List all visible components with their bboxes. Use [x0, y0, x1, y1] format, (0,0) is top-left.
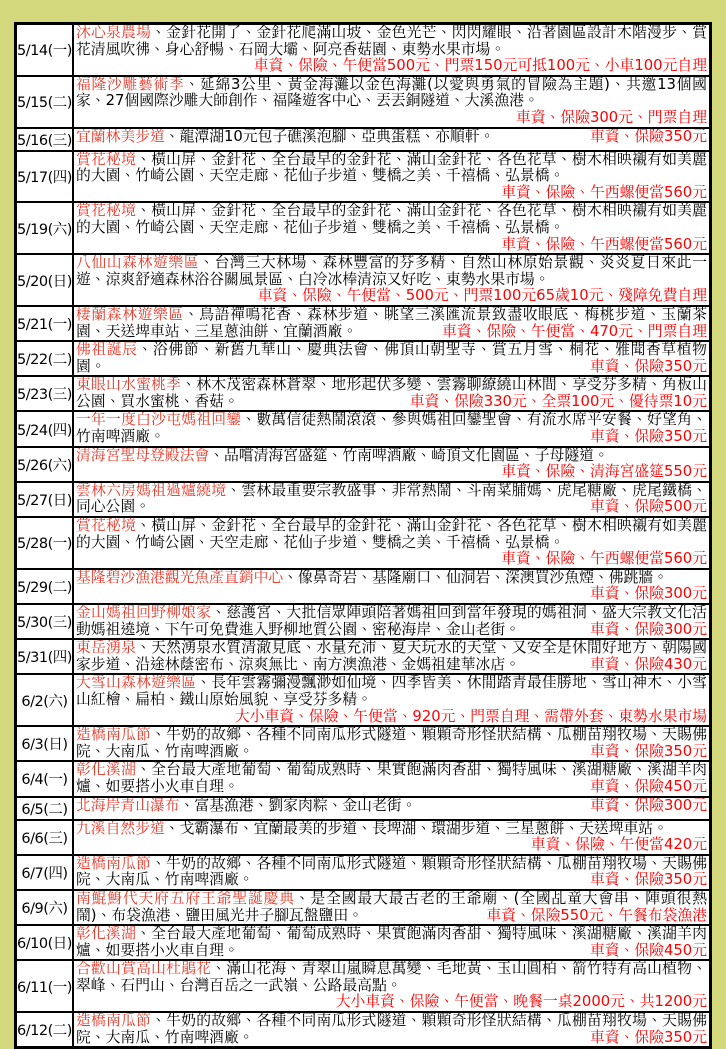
- date-cell: 5/31(四): [17, 640, 74, 673]
- date-cell: 6/9(六): [17, 891, 74, 924]
- content-cell: [74, 377, 709, 410]
- schedule-row: [17, 25, 709, 77]
- schedule-row: [17, 798, 709, 821]
- tour-description: 、是全國最大最古老的王爺廟、(全國乩童大會串、陣頭很熱鬧)、布袋漁港、鹽田風光井子腳瓦盤鹽田。: [76, 890, 707, 924]
- date-cell: 6/3(日): [17, 727, 74, 760]
- schedule-row: [17, 821, 709, 856]
- content-cell: [74, 605, 709, 638]
- tour-title: 大雪山森林遊樂區: [76, 675, 197, 692]
- content-cell: [74, 203, 709, 253]
- tour-description: 、牛奶的故鄉、各種不同南瓜形式隧道、顆顆奇形怪狀結構、瓜棚苗翔牧場、天賜佛院、大南瓜、竹南啤酒廠。: [76, 1013, 707, 1046]
- price-text: 車資、保險350元: [589, 871, 707, 889]
- date-cell: 5/30(三): [17, 605, 74, 638]
- date-cell: 5/22(二): [17, 342, 74, 375]
- schedule-row: [17, 605, 709, 640]
- price-text: 車資、保險350元: [589, 428, 707, 446]
- price-text: 車資、保險、清海宮盛筵550元: [501, 463, 707, 481]
- price-text: 車資、保險550元、午餐布袋漁港: [486, 906, 707, 924]
- tour-description: 、橫山屏、金針花、全台最早的金針花、滿山金針花、各色花草、樹木相映襯有如美麗的大園、竹崎公園、天空走廊、花仙子步道、雙橋之美、千禧橋、弘景橋。: [76, 518, 707, 551]
- price-text: 車資、保險300元: [589, 797, 707, 814]
- date-cell: 5/19(六): [17, 203, 74, 253]
- tour-title: 清海宮聖母登殿法會: [76, 447, 210, 464]
- tour-title: 合歡山賞高山杜鵑花: [76, 961, 212, 978]
- schedule-row: [17, 342, 709, 377]
- tour-description: 、全台最大產地葡萄、葡萄成熟時、果實飽滿肉香甜、獨特風味、溪湖糖廠、溪湖羊肉爐、如要搭小火車自理。: [76, 762, 707, 795]
- date-cell: 5/23(三): [17, 377, 74, 410]
- schedule-row: [17, 129, 709, 152]
- price-text: 車資、保險450元: [589, 777, 707, 795]
- tour-title: 福隆沙雕藝術季: [76, 76, 185, 93]
- date-cell: 5/17(四): [17, 152, 74, 202]
- tour-description: 、天然湧泉水質清澈見底、水量充沛、夏天玩水的天堂、又安全是休閒好地方、朝陽國家步道、沿途林蔭密布、涼爽無比、南方澳漁港、金媽祖建華冰店。: [76, 640, 707, 673]
- content-cell: [74, 307, 709, 340]
- price-text: 車資、保險、午便當500元、門票150元可抵100元、小車100元自理: [253, 57, 707, 75]
- content-cell: [74, 961, 709, 1011]
- date-cell: 6/10(日): [17, 926, 74, 959]
- tour-description: 、像鼻奇岩、基隆廟口、仙洞岩、深澳買沙魚煙、佛跳牆。: [283, 569, 668, 586]
- tour-description: 、橫山屏、金針花、全台最早的金針花、滿山金針花、各色花草、樹木相映襯有如美麗的大園、竹崎公園、天空走廊、花仙子步道、雙橋之美、千禧橋、弘景橋。: [76, 203, 707, 236]
- price-text: 車資、保險、午便當、470元、門票自理: [442, 322, 707, 340]
- tour-description: 、鳥語禪鳴花香、森林步道、眺望三溪匯流景致盡收眼底、梅桃步道、玉蘭茶園、天送埤車站、三星蔥油餅、宜蘭酒廠。: [76, 306, 707, 340]
- content-cell: [74, 675, 709, 725]
- tour-title: 彰化溪湖: [76, 762, 137, 779]
- tour-title: 佛祖誕辰: [76, 342, 138, 359]
- schedule-row: [17, 926, 709, 961]
- schedule-table: [14, 22, 712, 1049]
- schedule-row: [17, 891, 709, 926]
- content-cell: [74, 77, 709, 127]
- tour-title: 造橋南瓜節: [76, 1013, 152, 1030]
- tour-description: 、牛奶的故鄉、各種不同南瓜形式隧道、顆顆奇形怪狀結構、瓜棚苗翔牧場、天賜佛院、大南瓜、竹南啤酒廠。: [76, 727, 707, 760]
- tour-description: 、長年雲霧彌漫飄渺如仙境、四季皆美、休閒踏青最佳勝地、雪山神木、小雪山紅檜、扁柏、鐵山原始風貌、享受芬多精。: [76, 675, 707, 708]
- schedule-row: [17, 77, 709, 129]
- content-cell: [74, 891, 709, 924]
- price-text: 車資、保險、午便當、500元、門票100元65歲10元、殘障免費自理: [257, 287, 707, 305]
- schedule-row: [17, 518, 709, 570]
- price-text: 車資、保險450元: [589, 941, 707, 959]
- price-text: 車資、保險、午便當420元: [530, 836, 707, 854]
- schedule-row: [17, 448, 709, 483]
- tour-description: 、全台最大產地葡萄、葡萄成熟時、果實飽滿肉香甜、獨特風味、溪湖糖廠、溪湖羊肉爐、如要搭小火車自理。: [76, 926, 707, 959]
- tour-description: 、金針花開了、金針花爬滿山坡、金色光芒、閃閃耀眼、沿著園區設計木階漫步、賞花清風吹彿、身心舒暢、石岡大壩、阿亮香菇園、東勢水果市場。: [76, 25, 707, 58]
- tour-description: 、台灣三大林場、森林豐富的芬多精、自然山林原始景觀、炎炎夏日來此一遊、涼爽舒適森林浴谷關風景區、白冷冰棒清涼又好吃、東勢水果市場。: [76, 255, 707, 288]
- content-cell: [74, 821, 709, 854]
- content-cell: [74, 640, 709, 673]
- date-cell: 5/14(一): [17, 25, 74, 75]
- schedule-row: [17, 377, 709, 412]
- date-cell: 6/4(一): [17, 762, 74, 795]
- price-text: 車資、保險350元: [589, 742, 707, 760]
- price-text: 車資、保險、午西螺便當560元: [501, 235, 707, 253]
- content-cell: [74, 25, 709, 75]
- tour-title: 九溪自然步道: [76, 820, 165, 837]
- content-cell: [74, 727, 709, 760]
- schedule-row: [17, 412, 709, 447]
- tour-title: 造橋南瓜節: [76, 727, 152, 744]
- content-cell: [74, 448, 709, 481]
- schedule-row: [17, 483, 709, 518]
- price-text: 車資、保險500元: [589, 498, 707, 516]
- tour-title: 北海岸青山瀑布: [76, 797, 180, 814]
- tour-title: 彰化溪湖: [76, 926, 137, 943]
- content-cell: [74, 255, 709, 305]
- tour-title: 賞花秘境: [76, 203, 137, 220]
- content-cell: [74, 129, 709, 150]
- price-text: 車資、保險330元、全票100元、優待票10元: [409, 392, 707, 410]
- tour-description: 、林木茂密森林蒼翠、地形起伏多變、雲霧聊繚繞山林間、享受芬多精、角板山公園、買水蜜桃、香菇。: [76, 377, 707, 410]
- tour-description: 、雲林最重要宗教盛事、非常熱鬧、斗南菜脯媽、虎尾糖廠、虎尾鐵橋、同心公園。: [76, 482, 707, 516]
- price-text: 車資、保險300元: [589, 620, 707, 638]
- content-cell: [74, 570, 709, 603]
- tour-title: 賞花秘境: [76, 151, 137, 168]
- tour-description: 、浴佛節、新舊九華山、慶典法會、佛頂山朝聖寺、賞五月雪、桐花、雅聞香草植物園。: [76, 342, 707, 375]
- schedule-row: [17, 762, 709, 797]
- tour-description: 、牛奶的故鄉、各種不同南瓜形式隧道、顆顆奇形怪狀結構、瓜棚苗翔牧場、天賜佛院、大南瓜、竹南啤酒廠。: [76, 855, 707, 889]
- content-cell: [74, 412, 709, 445]
- schedule-row: [17, 727, 709, 762]
- price-text: 車資、保險350元: [589, 128, 707, 145]
- tour-title: 金山媽祖回野柳娘家: [76, 605, 212, 621]
- tour-description: 、富基漁港、劉家肉粽、金山老街。: [179, 797, 417, 814]
- date-cell: 5/16(三): [17, 129, 74, 150]
- date-cell: 6/11(一): [17, 961, 74, 1011]
- date-cell: 5/21(一): [17, 307, 74, 340]
- content-cell: [74, 926, 709, 959]
- date-cell: 5/27(日): [17, 483, 74, 516]
- schedule-row: [17, 570, 709, 605]
- price-text: 大小車資、保險、午便當、晚餐一桌2000元、共1200元: [335, 993, 707, 1011]
- tour-title: 一年一度白沙屯媽祖回鑾: [76, 412, 242, 429]
- schedule-row: [17, 307, 709, 342]
- schedule-row: [17, 961, 709, 1013]
- date-cell: 5/28(一): [17, 518, 74, 568]
- content-cell: [74, 152, 709, 202]
- tour-description: 、慈護宮、大批信眾陣頭陪著媽祖回到當年發現的媽祖洞、盛大宗教文化活動媽祖遶境、下午可免費進入野柳地質公園、密秘海岸、金山老街。: [76, 605, 707, 638]
- price-text: 車資、保險300元、門票自理: [515, 108, 707, 126]
- tour-title: 賞花秘境: [76, 518, 137, 535]
- schedule-row: [17, 1013, 709, 1046]
- date-cell: 5/26(六): [17, 448, 74, 481]
- content-cell: [74, 518, 709, 568]
- price-text: 大小車資、保險、午便當、920元、門票自理、需帶外套、東勢水果市場: [234, 707, 707, 725]
- tour-description: 、橫山屏、金針花、全台最早的金針花、滿山金針花、各色花草、樹木相映襯有如美麗的大園、竹崎公園、天空走廊、花仙子步道、雙橋之美、千禧橋、弘景橋。: [76, 151, 707, 185]
- schedule-row: [17, 255, 709, 307]
- price-text: 車資、保險430元: [589, 655, 707, 673]
- date-cell: 5/24(四): [17, 412, 74, 445]
- tour-description: 、數萬信徒熱鬧滾滾、參與媽祖回鑾聖會、有流水席平安餐、好望角、竹南啤酒廠。: [76, 412, 707, 446]
- schedule-row: [17, 152, 709, 204]
- tour-title: 雲林六房媽祖過爐繞境: [76, 482, 227, 499]
- content-cell: [74, 798, 709, 819]
- date-cell: 6/5(二): [17, 798, 74, 819]
- price-text: 車資、保險350元: [589, 1028, 707, 1046]
- schedule-row: [17, 856, 709, 891]
- tour-description: 、品嚐清海宮盛筵、竹南啤酒廠、崎頂文化園區、子母隧道。: [209, 447, 609, 464]
- tour-title: 沐心泉農場: [76, 25, 152, 41]
- date-cell: 6/12(二): [17, 1013, 74, 1046]
- tour-title: 南鯤鯓代天府五府王爺聖誕慶典: [76, 890, 295, 907]
- schedule-row: [17, 675, 709, 727]
- tour-title: 東眼山水蜜桃季: [76, 377, 182, 394]
- tour-description: 、龍潭湖10元包子礁溪泡腳、亞典蛋糕、亦順軒。: [164, 128, 495, 145]
- date-cell: 6/6(三): [17, 821, 74, 854]
- price-text: 車資、保險350元: [589, 357, 707, 375]
- tour-description: 、戈霸瀑布、宜蘭最美的步道、長埤湖、環湖步道、三星蔥餅、天送埤車站。: [164, 820, 668, 837]
- date-cell: 5/20(日): [17, 255, 74, 305]
- date-cell: 6/2(六): [17, 675, 74, 725]
- tour-title: 宜蘭林美步道: [76, 128, 165, 145]
- schedule-row: [17, 203, 709, 255]
- price-text: 車資、保險300元: [589, 585, 707, 603]
- tour-title: 八仙山森林遊樂區: [76, 255, 200, 272]
- content-cell: [74, 1013, 709, 1046]
- date-cell: 6/7(四): [17, 856, 74, 889]
- tour-title: 造橋南瓜節: [76, 855, 152, 872]
- schedule-row: [17, 640, 709, 675]
- tour-description: 、滿山花海、青翠山嵐瞬息萬變、毛地黃、玉山圓柏、箭竹特有高山植物、翠峰、石門山、台灣百岳之一武嶺、公路最高點。: [76, 961, 707, 994]
- date-cell: 5/29(二): [17, 570, 74, 603]
- content-cell: [74, 483, 709, 516]
- content-cell: [74, 762, 709, 795]
- tour-title: 基隆碧沙漁港觀光魚產直銷中心: [76, 569, 284, 586]
- content-cell: [74, 856, 709, 889]
- tour-title: 東岳湧泉: [76, 640, 137, 657]
- date-cell: 5/15(二): [17, 77, 74, 127]
- tour-title: 棲蘭森林遊樂區: [76, 306, 184, 323]
- price-text: 車資、保險、午西螺便當560元: [501, 550, 707, 568]
- content-cell: [74, 342, 709, 375]
- tour-description: 、延綿3公里、黃金海灘以金色海灘(以愛與勇氣的冒險為主題)、共邀13個國家、27個國際沙雕大師創作、福隆遊客中心、丟丟銅隧道、大溪漁港。: [76, 76, 707, 110]
- price-text: 車資、保險、午西螺便當560元: [501, 183, 707, 201]
